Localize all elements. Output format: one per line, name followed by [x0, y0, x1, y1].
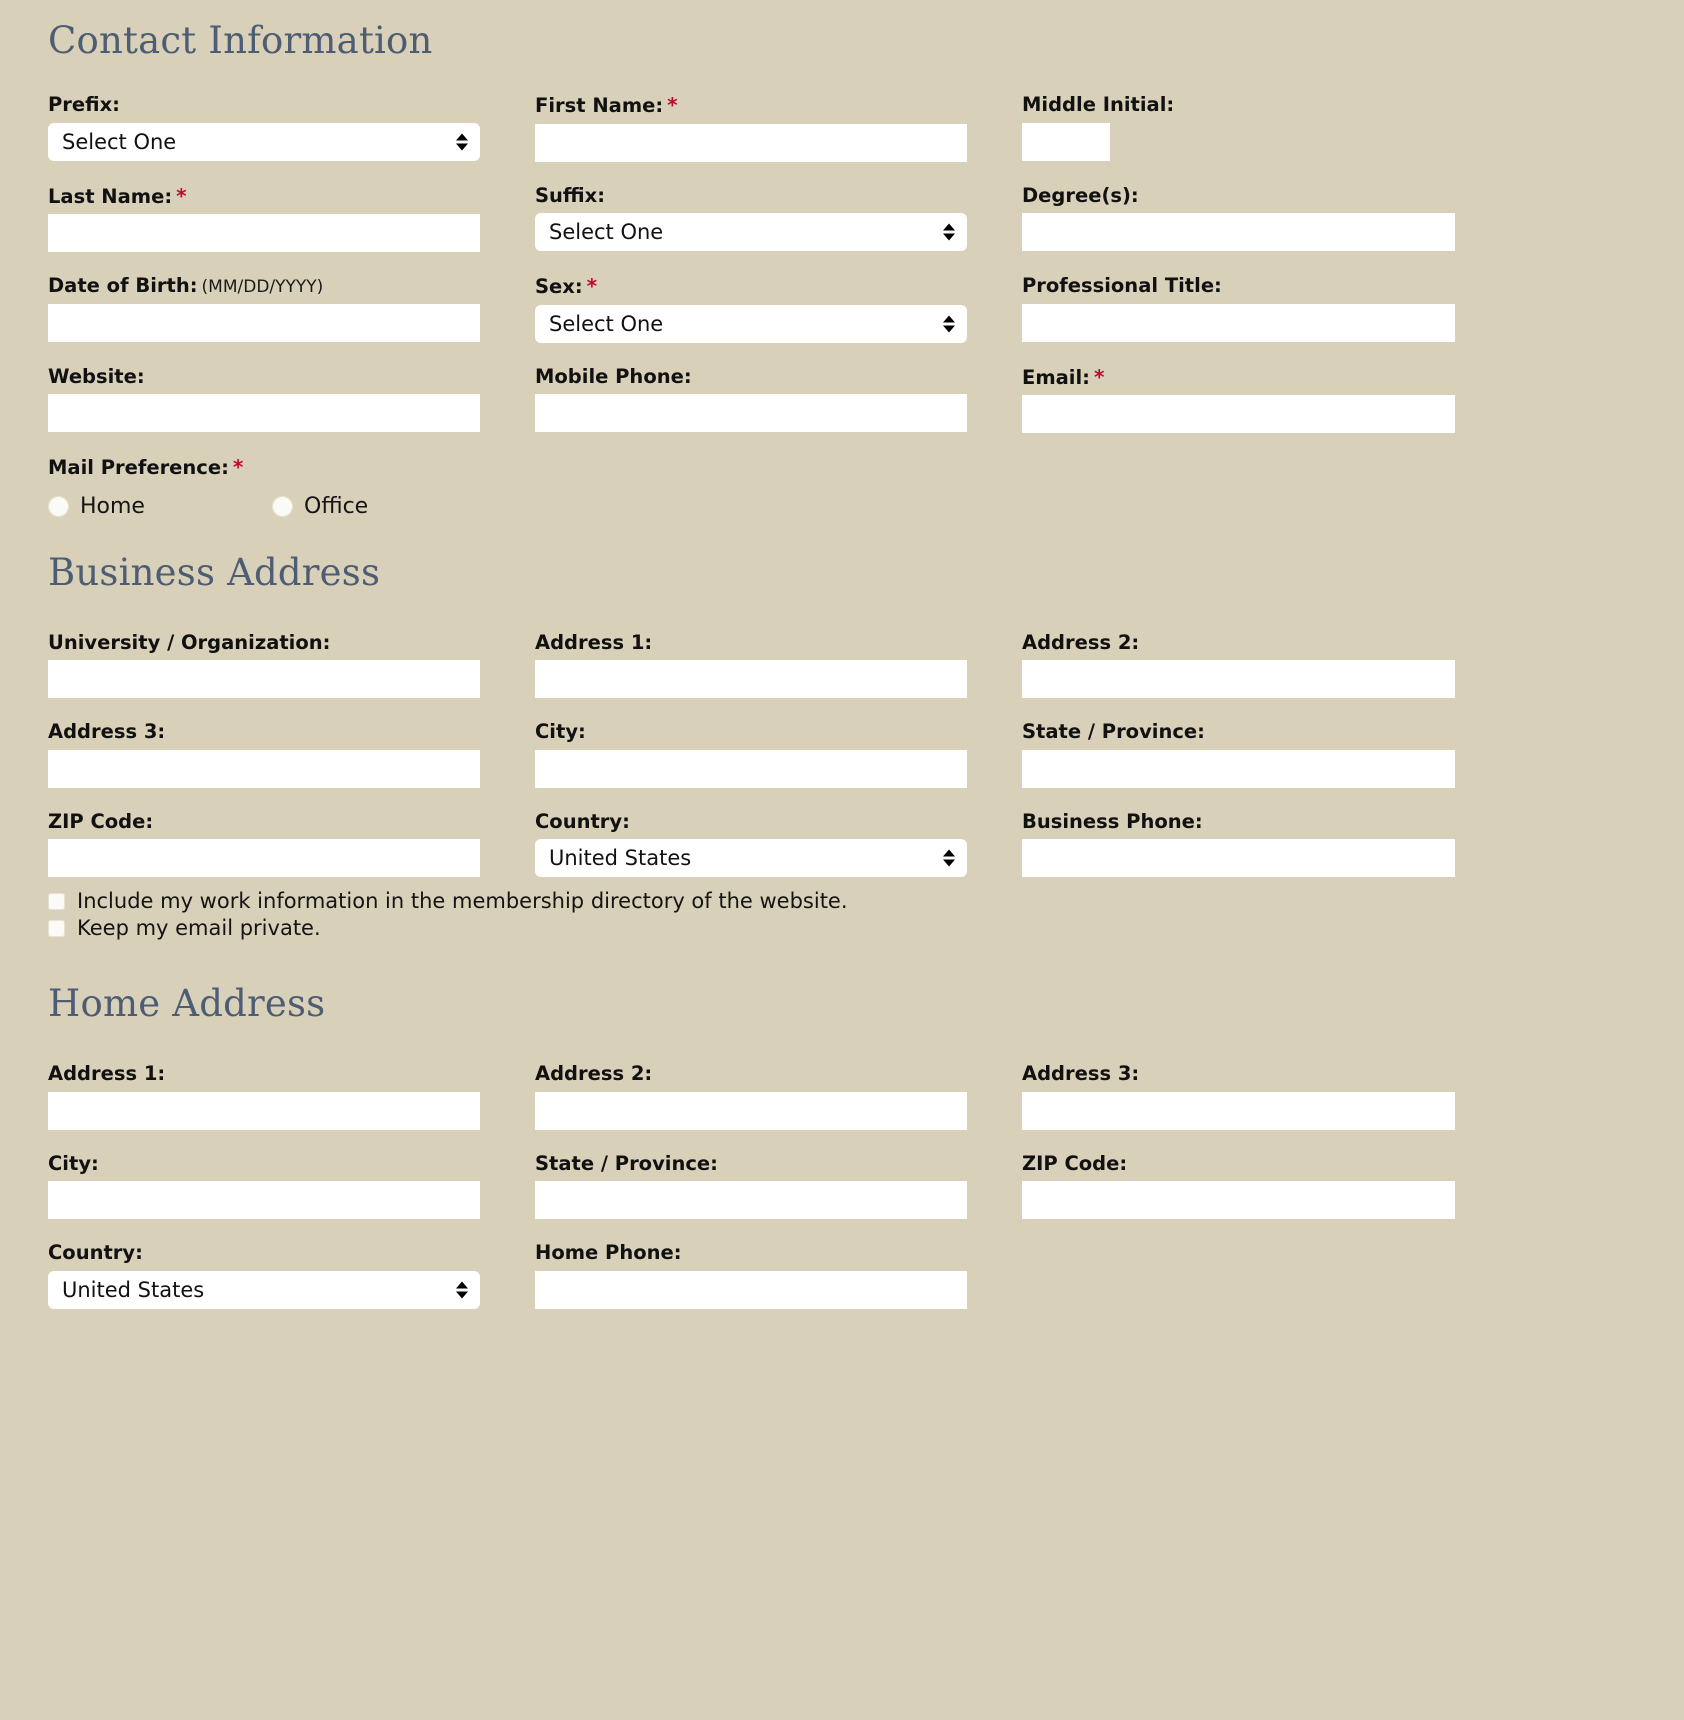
- label-text-degrees: Degree(s):: [1022, 183, 1139, 207]
- checkbox-include-work-info[interactable]: [48, 891, 1684, 912]
- label-text-business-phone: Business Phone:: [1022, 809, 1203, 833]
- label-text-suffix: Suffix:: [535, 183, 606, 207]
- home-address-1-input[interactable]: [48, 1092, 480, 1130]
- field-email: [1022, 364, 1455, 434]
- field-label-sex: [535, 276, 967, 297]
- prefix-select[interactable]: [48, 123, 480, 161]
- field-prefix: [48, 95, 480, 162]
- business-country-select[interactable]: [535, 839, 967, 877]
- field-business-phone: [1022, 809, 1455, 878]
- home-phone-input[interactable]: [535, 1271, 967, 1309]
- field-label-home-address-2: [535, 1064, 967, 1084]
- field-home-address-2: [535, 1064, 967, 1130]
- label-text-home-address-2: Address 2:: [535, 1062, 653, 1085]
- field-label-business-state: [1022, 722, 1455, 742]
- field-label-first-name: [535, 95, 967, 116]
- label-text-business-state: State / Province:: [1022, 720, 1205, 743]
- radio-button-icon[interactable]: [48, 496, 69, 517]
- date-format-hint: (MM/DD/YYYY): [201, 277, 324, 297]
- label-text-website: Website:: [48, 364, 145, 388]
- field-business-country: [535, 809, 967, 878]
- field-label-home-phone: [535, 1243, 967, 1263]
- field-label-suffix: [535, 183, 967, 207]
- field-label-home-address-1: [48, 1064, 480, 1084]
- business-phone-input[interactable]: [1022, 839, 1455, 877]
- degrees-input[interactable]: [1022, 213, 1455, 251]
- label-text-home-city: City:: [48, 1151, 99, 1175]
- field-business-address-2: [1022, 630, 1455, 699]
- field-label-date-of-birth: [48, 276, 480, 296]
- contact-row-1: [48, 95, 1488, 162]
- field-label-business-organization: [48, 630, 480, 654]
- field-label-email: [1022, 364, 1455, 389]
- home-row-1: [48, 1064, 1488, 1130]
- radio-label-home: Home: [80, 493, 145, 519]
- radio-option-home[interactable]: [48, 493, 272, 519]
- field-label-business-address-3: [48, 722, 480, 742]
- website-input[interactable]: [48, 394, 480, 432]
- contact-row-mail-preference: [48, 457, 1488, 486]
- field-home-country: [48, 1243, 480, 1309]
- label-text-home-phone: Home Phone:: [535, 1241, 682, 1264]
- field-home-address-3: [1022, 1064, 1455, 1130]
- field-business-zip: [48, 809, 480, 878]
- checkbox-icon[interactable]: [48, 920, 65, 937]
- field-label-home-address-3: [1022, 1064, 1455, 1084]
- field-label-business-city: [535, 722, 967, 742]
- label-text-home-address-3: Address 3:: [1022, 1062, 1140, 1085]
- radio-button-icon[interactable]: [272, 496, 293, 517]
- business-organization-input[interactable]: [48, 660, 480, 698]
- checkbox-keep-email-private[interactable]: [48, 918, 1684, 939]
- checkbox-icon[interactable]: [48, 893, 65, 910]
- business-row-2: [48, 722, 1488, 788]
- field-label-business-zip: [48, 809, 480, 833]
- required-asterisk: *: [1093, 364, 1105, 389]
- field-suffix: [535, 183, 967, 253]
- business-zip-input[interactable]: [48, 839, 480, 877]
- label-text-business-address-1: Address 1:: [535, 630, 653, 654]
- label-text-last-name: Last Name:: [48, 184, 173, 208]
- field-label-home-city: [48, 1151, 480, 1175]
- field-label-prefix: [48, 95, 480, 115]
- field-professional-title: [1022, 276, 1455, 343]
- field-date-of-birth: [48, 276, 480, 343]
- field-label-business-country: [535, 809, 967, 833]
- field-home-city: [48, 1151, 480, 1220]
- field-label-business-phone: [1022, 809, 1455, 833]
- label-text-home-state: State / Province:: [535, 1151, 718, 1175]
- label-text-sex: Sex:: [535, 275, 583, 298]
- last-name-input[interactable]: [48, 214, 480, 252]
- field-degrees: [1022, 183, 1455, 253]
- suffix-select[interactable]: [535, 213, 967, 251]
- home-state-input[interactable]: [535, 1181, 967, 1219]
- contact-row-4: [48, 364, 1488, 434]
- label-text-email: Email:: [1022, 365, 1090, 389]
- prefix-select-value[interactable]: Select One: [48, 123, 480, 161]
- required-asterisk: *: [232, 455, 244, 479]
- field-business-city: [535, 722, 967, 788]
- label-text-middle-initial: Middle Initial:: [1022, 93, 1175, 116]
- checkbox-label-keep-email-private: Keep my email private.: [77, 916, 321, 940]
- label-text-business-organization: University / Organization:: [48, 630, 331, 654]
- label-text-business-country: Country:: [535, 809, 630, 833]
- section-heading-contact-information: Contact Information: [48, 19, 433, 62]
- home-address-2-input[interactable]: [535, 1092, 967, 1130]
- required-asterisk: *: [586, 274, 598, 298]
- business-city-input[interactable]: [535, 750, 967, 788]
- home-row-3: [48, 1243, 1488, 1309]
- label-text-home-country: Country:: [48, 1241, 143, 1264]
- label-text-prefix: Prefix:: [48, 93, 120, 116]
- business-address-2-input[interactable]: [1022, 660, 1455, 698]
- professional-title-input[interactable]: [1022, 304, 1455, 342]
- field-label-degrees: [1022, 183, 1455, 207]
- field-label-mail-preference: [48, 457, 481, 478]
- field-label-home-state: [535, 1151, 967, 1175]
- field-label-professional-title: [1022, 276, 1455, 296]
- field-home-address-1: [48, 1064, 480, 1130]
- label-text-date-of-birth: Date of Birth:: [48, 274, 198, 297]
- sex-select-value[interactable]: Select One: [535, 305, 967, 343]
- field-label-website: [48, 364, 480, 388]
- field-label-home-country: [48, 1243, 480, 1263]
- field-middle-initial: [1022, 95, 1455, 162]
- checkbox-label-include-work-info: Include my work information in the membership directory of the website.: [77, 889, 848, 913]
- home-row-3-spacer: [1022, 1243, 1455, 1309]
- field-first-name: [535, 95, 967, 162]
- field-sex: [535, 276, 967, 343]
- required-asterisk: *: [176, 183, 187, 208]
- field-business-state: [1022, 722, 1455, 788]
- field-business-address-1: [535, 630, 967, 699]
- radio-label-office: Office: [304, 493, 369, 519]
- label-text-home-address-1: Address 1:: [48, 1062, 166, 1085]
- field-home-phone: [535, 1243, 967, 1309]
- label-text-business-address-3: Address 3:: [48, 720, 166, 743]
- label-text-mail-preference: Mail Preference:: [48, 456, 229, 479]
- home-city-input[interactable]: [48, 1181, 480, 1219]
- field-mobile-phone: [535, 364, 967, 434]
- field-home-state: [535, 1151, 967, 1220]
- business-address-1-input[interactable]: [535, 660, 967, 698]
- home-row-2: [48, 1151, 1488, 1220]
- business-state-input[interactable]: [1022, 750, 1455, 788]
- business-row-3: [48, 809, 1488, 878]
- field-website: [48, 364, 480, 434]
- label-text-mobile-phone: Mobile Phone:: [535, 364, 692, 388]
- field-label-last-name: [48, 183, 480, 208]
- field-label-mobile-phone: [535, 364, 967, 388]
- label-text-first-name: First Name:: [535, 94, 664, 117]
- mobile-phone-input[interactable]: [535, 394, 967, 432]
- field-home-zip: [1022, 1151, 1455, 1220]
- label-text-home-zip: ZIP Code:: [1022, 1151, 1128, 1175]
- field-label-business-address-1: [535, 630, 967, 654]
- middle-initial-input[interactable]: [1022, 123, 1110, 161]
- home-address-3-input[interactable]: [1022, 1092, 1455, 1130]
- label-text-professional-title: Professional Title:: [1022, 274, 1222, 297]
- label-text-business-city: City:: [535, 720, 586, 743]
- radio-option-office[interactable]: [272, 493, 496, 519]
- email-input[interactable]: [1022, 395, 1455, 433]
- section-heading-business-address: Business Address: [48, 550, 381, 594]
- business-address-checkbox-group: [48, 891, 1684, 939]
- contact-row-2: [48, 183, 1488, 253]
- section-heading-home-address: Home Address: [48, 982, 326, 1025]
- home-country-select[interactable]: [48, 1271, 480, 1309]
- field-label-business-address-2: [1022, 630, 1455, 654]
- label-text-business-zip: ZIP Code:: [48, 809, 154, 833]
- field-label-home-zip: [1022, 1151, 1455, 1175]
- field-business-organization: [48, 630, 480, 699]
- date-of-birth-input[interactable]: [48, 304, 480, 342]
- field-business-address-3: [48, 722, 480, 788]
- contact-row-3: [48, 276, 1488, 343]
- field-last-name: [48, 183, 480, 253]
- required-asterisk: *: [667, 93, 678, 117]
- home-country-select-value[interactable]: United States: [48, 1271, 480, 1309]
- business-row-1: [48, 630, 1488, 699]
- suffix-select-value[interactable]: Select One: [535, 213, 967, 251]
- field-mail-preference: [48, 457, 481, 486]
- business-country-select-value[interactable]: United States: [535, 839, 967, 877]
- first-name-input[interactable]: [535, 124, 967, 162]
- field-label-middle-initial: [1022, 95, 1455, 115]
- label-text-business-address-2: Address 2:: [1022, 630, 1140, 654]
- mail-preference-radio-group: [48, 493, 1684, 519]
- business-address-3-input[interactable]: [48, 750, 480, 788]
- sex-select[interactable]: [535, 305, 967, 343]
- home-zip-input[interactable]: [1022, 1181, 1455, 1219]
